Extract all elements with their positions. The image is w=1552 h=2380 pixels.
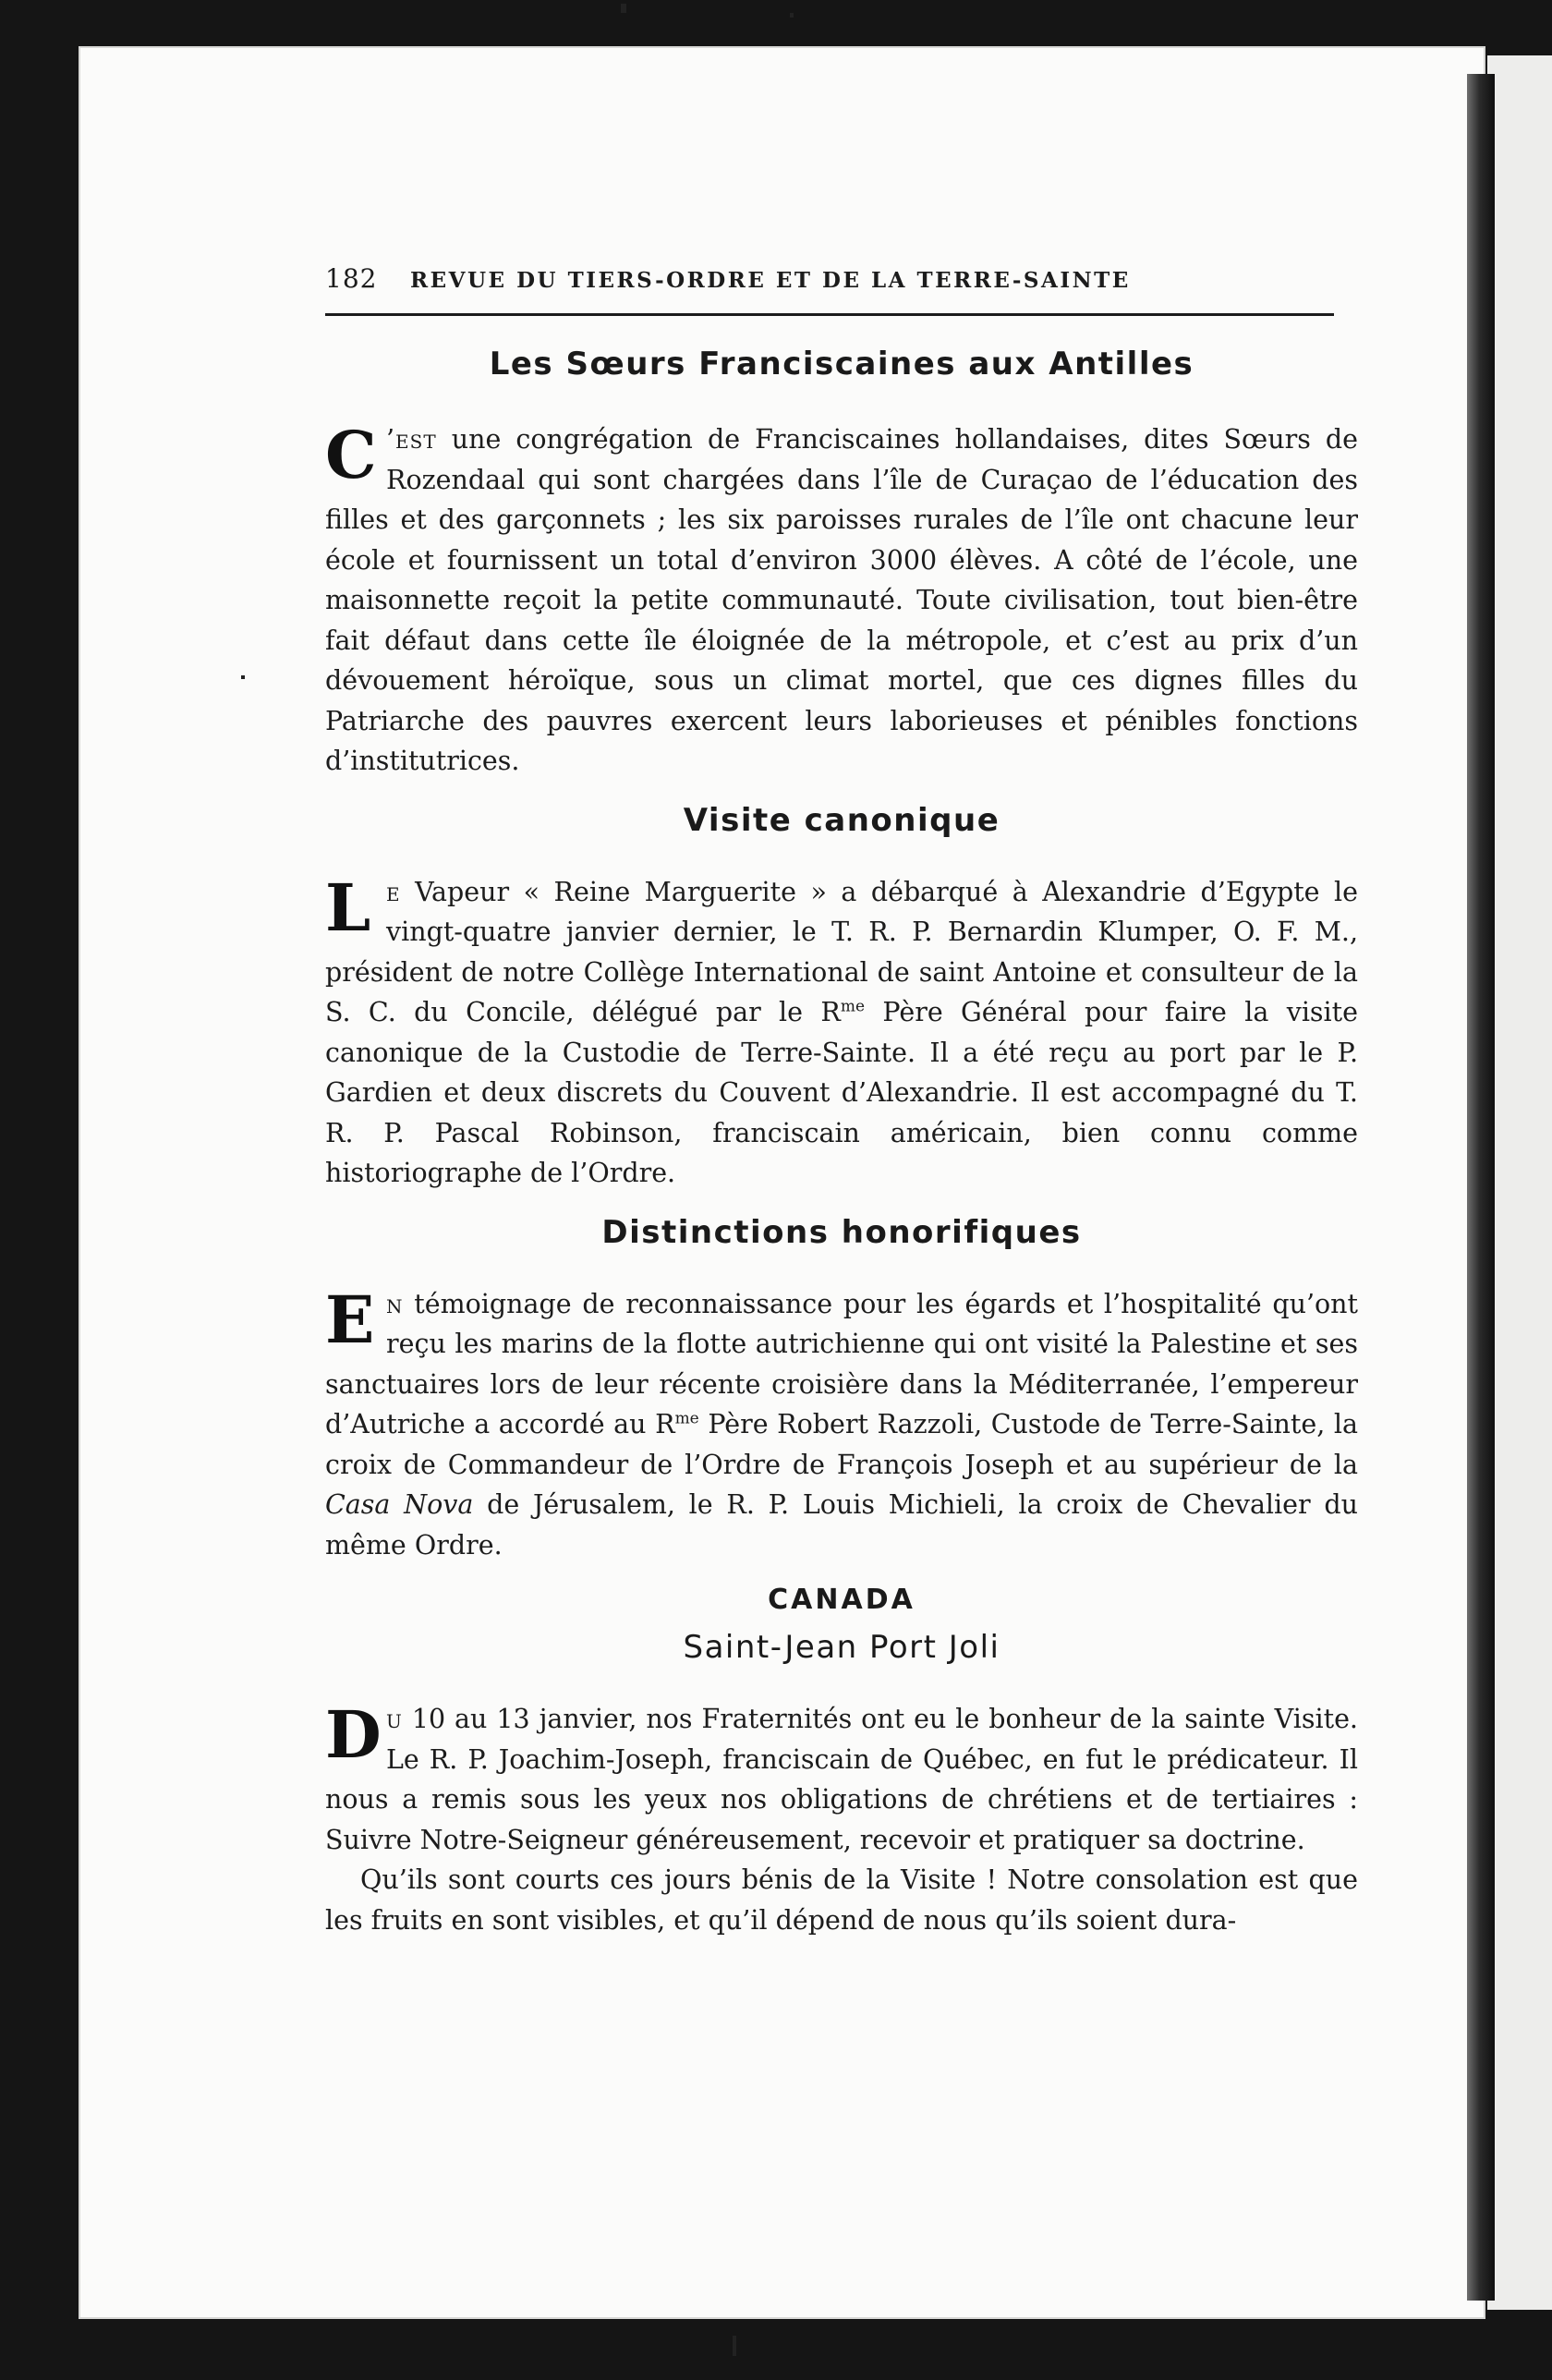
page-content (325, 263, 1358, 1940)
section-paragraph (325, 419, 1358, 782)
italic-text: Casa Nova (325, 1489, 474, 1520)
running-head (325, 263, 1358, 300)
paragraph-text: témoignage de reconnaissance pour les égards et l’hospitalité qu’ont reçu les marins de la flotte autrichienne qui ont visité la Palestine et ses sanctuaires lors de leur récente croisière dans la Méditerranée, l’empereur d’Autriche a accordé au R (325, 1288, 1358, 1439)
journal-title: REVUE DU TIERS-ORDRE ET DE LA TERRE-SAINTE (410, 268, 1131, 293)
section-heading-country: CANADA (768, 1584, 915, 1616)
scan-speck (790, 13, 794, 18)
drop-cap-continuation: e (386, 876, 401, 907)
paragraph-text: 10 au 13 janvier, nos Fraternités ont eu le bonheur de la sainte Visite. Le R. P. Joachim-Joseph, franciscain de Québec, en fut le prédicateur. Il nous a remis sous les yeux nos obligations de chrétiens et de tertiaires : Suivre Notre-Seigneur généreusement, recevoir et pratiquer sa doctrine. (325, 1704, 1358, 1855)
scan-speck (621, 4, 626, 13)
drop-cap-continuation: ’est (386, 424, 437, 455)
superscript: me (840, 997, 866, 1016)
drop-cap: D (325, 1696, 382, 1773)
section-paragraph: Qu’ils sont courts ces jours bénis de la Visite ! Notre consolation est que les fruits en sont visibles, et qu’il dépend de nous qu’ils soient dura- (325, 1864, 1358, 1936)
drop-cap: E (325, 1281, 375, 1358)
header-rule (325, 313, 1334, 316)
section-paragraph (325, 1281, 1358, 1566)
scan-speck (241, 675, 245, 679)
section-title: Distinctions honorifiques (601, 1213, 1082, 1251)
page-number: 182 (325, 263, 378, 294)
paragraph-text: Vapeur « Reine Marguerite » a débarqué à Alexandrie d’Egypte le vingt-quatre janvier dernier, le T. R. P. Bernardin Klumper, O. F. M., président de notre Collège International de saint Antoine et consulteur de la S. C. du Concile, délégué par le R (325, 876, 1358, 1027)
drop-cap-continuation: u (386, 1704, 403, 1734)
drop-cap: L (325, 868, 371, 946)
paragraph-text: Père Général pour faire la visite canonique de la Custodie de Terre-Sainte. Il a été reçu au port par le P. Gardien et deux discrets du Couvent d’Alexandrie. Il est accompagné du T. R. P. Pascal Robinson, franciscain américain, bien connu comme historiographe de l’Ordre. (325, 997, 1358, 1188)
paragraph-text: une congrégation de Franciscaines hollandaises, dites Sœurs de Rozendaal qui sont chargées dans l’île de Curaçao de l’éducation des filles et des garçonnets ; les six paroisses rurales de l’île ont chacune leur école et fournissent un total d’environ 3000 élèves. A côté de l’école, une maisonnette reçoit la petite communauté. Toute civilisation, tout bien-être fait défaut dans cette île éloignée de la métropole, et c’est au prix d’un dévouement héroïque, sous un climat mortel, que ces dignes filles du Patriarche des pauvres exercent leurs laborieuses et pénibles fonctions d’institutrices. (325, 424, 1358, 776)
section-subtitle: Saint-Jean Port Joli (683, 1629, 1000, 1666)
section-paragraph (325, 868, 1358, 1194)
drop-cap-continuation: n (386, 1288, 404, 1319)
paragraph-text: Père Robert Razzoli, Custode de Terre-Sainte, la croix de Commandeur de l’Ordre de François Joseph et au supérieur de la (325, 1409, 1358, 1480)
drop-cap: C (325, 417, 377, 493)
scan-speck (733, 2336, 736, 2356)
page-gutter-shadow (1467, 74, 1495, 2301)
superscript: me (674, 1409, 699, 1428)
section-title: Visite canonique (683, 801, 1000, 839)
paragraph-text: de Jérusalem, le R. P. Louis Michieli, la croix de Chevalier du même Ordre. (325, 1489, 1358, 1560)
section-paragraph (325, 1696, 1358, 1860)
section-title: Les Sœurs Franciscaines aux Antilles (489, 346, 1194, 382)
adjacent-page-strip (1487, 55, 1552, 2310)
